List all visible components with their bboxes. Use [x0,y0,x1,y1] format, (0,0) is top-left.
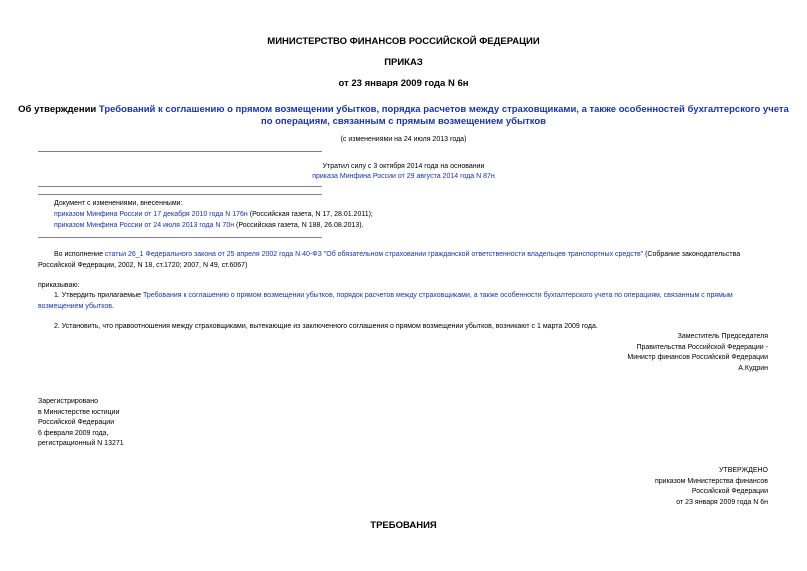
title-prefix: Об утверждении [18,104,99,115]
change-tail: (Российская газета, N 188, 26.08.2013). [234,222,364,229]
point1-line1 [54,291,733,302]
date-number-heading: от 23 января 2009 года N 6н [338,78,469,89]
document-title-line2 [0,116,807,128]
preamble-law-link[interactable]: статьи 26_1 Федерального закона от 25 апреля 2002 года N 40-ФЗ "Об обязательном страховании гражданской ответственности владельцев транспортных средств" [104,251,644,258]
document-title [0,104,807,116]
lost-force-link[interactable]: приказа Минфина России от 29 августа 2014 года N 87н [312,173,495,180]
lost-force-line [0,172,807,183]
preamble-tail: (Собрание законодательства [643,251,741,258]
preamble-prefix: Во исполнение [54,251,105,258]
change-item [54,210,373,221]
preamble-line1 [54,250,740,261]
approved-line: от 23 января 2009 года N 6н [676,498,768,506]
point1-link[interactable]: Требования к соглашению о прямом возмещении убытков, порядок расчетов между страховщиками, а также особенности бухгалтерского учета по операциям, связанным с прямым [142,292,733,299]
approved-line: приказом Министерства финансов [654,477,768,485]
change-link[interactable]: приказом Минфина России от 17 декабря 2010 года N 176н [54,211,248,218]
approved-block [655,466,768,508]
approved-line: Российской Федерации [691,488,768,495]
divider [38,194,322,195]
change-link[interactable]: приказом Минфина России от 24 июля 2013 года N 70н [54,222,235,229]
point1-prefix: 1. Утвердить прилагаемые [54,292,143,299]
registration-block [38,397,124,450]
title-link[interactable]: Требований к соглашению о прямом возмещении убытков, порядка расчетов между страховщиками, а также особенностей бухгалтерского учета [98,104,789,115]
preamble-line2: Российской Федерации, 2002, N 18, ст.1720; 2007, N 49, ст.6067) [38,262,248,269]
order-word: приказываю: [38,282,80,289]
signature-line: Правительства Российской Федерации - [636,343,768,351]
signature-line: Министр финансов Российской Федерации [627,354,768,361]
point1-line2 [38,302,114,313]
ministry-heading: МИНИСТЕРСТВО ФИНАНСОВ РОССИЙСКОЙ ФЕДЕРАЦИИ [267,36,540,47]
signature-block [627,332,768,374]
title-link-cont[interactable]: по операциям, связанным с прямым возмещением убытков [260,116,547,127]
signature-line: Заместитель Председателя [677,333,768,340]
lost-force-text: Утратил силу с 3 октября 2014 года на основании [322,163,485,170]
point1-tail: . [111,303,114,310]
registration-line: регистрационный N 13271 [38,440,124,447]
point1-link-cont[interactable]: возмещением убытков [38,303,112,310]
divider [38,237,322,238]
change-item [54,221,364,232]
divider [38,186,322,187]
approved-line: УТВЕРЖДЕНО [718,467,768,474]
changes-intro: Документ с изменениями, внесенными: [54,200,183,207]
registration-line: 6 февраля 2009 года, [38,429,109,437]
divider [38,151,322,152]
signature-name: А.Кудрин [738,364,768,372]
section-title: ТРЕБОВАНИЯ [370,520,437,531]
edition-note: (с изменениями на 24 июля 2013 года) [340,136,467,143]
registration-line: Зарегистрировано [38,398,98,405]
doc-type-heading: ПРИКАЗ [384,57,423,68]
registration-line: в Министерстве юстиции [38,408,120,416]
registration-line: Российской Федерации [38,419,115,426]
point2-text: 2. Установить, что правоотношения между страховщиками, вытекающие из заключенного соглашения о прямом возмещении убытков, возникают с 1 марта 2009 года. [54,323,598,330]
change-tail: (Российская газета, N 17, 28.01.2011); [247,211,373,218]
